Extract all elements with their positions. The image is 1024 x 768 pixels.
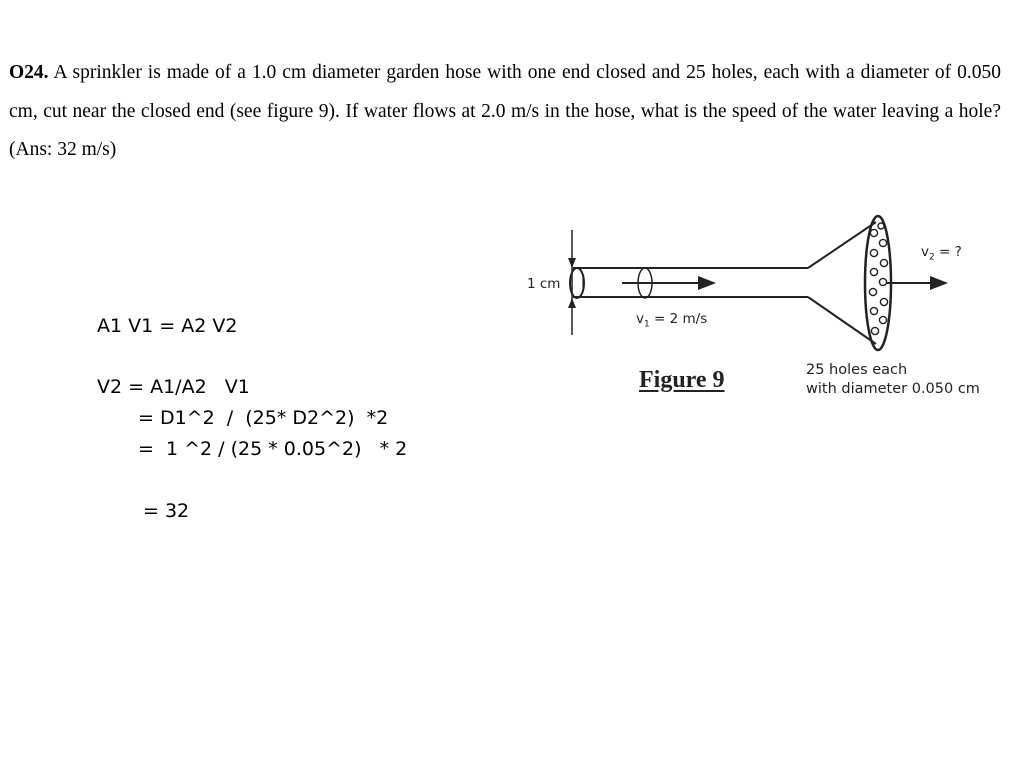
question-number: O24. [9, 62, 49, 83]
hose-end-ellipse [570, 268, 584, 298]
dim-arrow-down [568, 258, 576, 268]
v1-label: $v_1 = 2$ m/s [636, 311, 708, 330]
solution-line-2: V2 = A1/A2 V1 [97, 376, 250, 398]
v2-arrowhead [930, 276, 948, 290]
diameter-label: 1 cm [527, 276, 561, 292]
solution-line-3: = D1^2 / (25* D2^2) *2 [138, 407, 389, 429]
holes-group [869, 223, 887, 335]
figure-caption: Figure 9 [639, 367, 725, 393]
cross-section-ellipse [638, 268, 652, 298]
v2-label: $v_2$ = ? [921, 244, 962, 263]
v1-arrowhead [698, 276, 716, 290]
sprinkler-head [865, 216, 891, 350]
solution-line-1: A1 V1 = A2 V2 [97, 315, 238, 337]
solution-line-5: = 32 [143, 500, 190, 522]
holes-annotation: 25 holes each with diameter 0.050 cm [806, 362, 980, 397]
question-text [9, 54, 1001, 170]
question-body: A sprinkler is made of a 1.0 cm diameter garden hose with one end closed and 25 holes, each with a diameter of 0.050 cm, cut near the closed end (see figure 9). If water flows at 2.0 m/s in the hose, what is the speed of the water leaving a hole? (Ans: 32 m/s) [9, 62, 1001, 160]
dim-arrow-up [568, 298, 576, 308]
cone-top-edge [808, 222, 876, 268]
solution-line-4: = 1 ^2 / (25 * 0.05^2) * 2 [138, 438, 408, 460]
cone-bottom-edge [808, 297, 876, 344]
